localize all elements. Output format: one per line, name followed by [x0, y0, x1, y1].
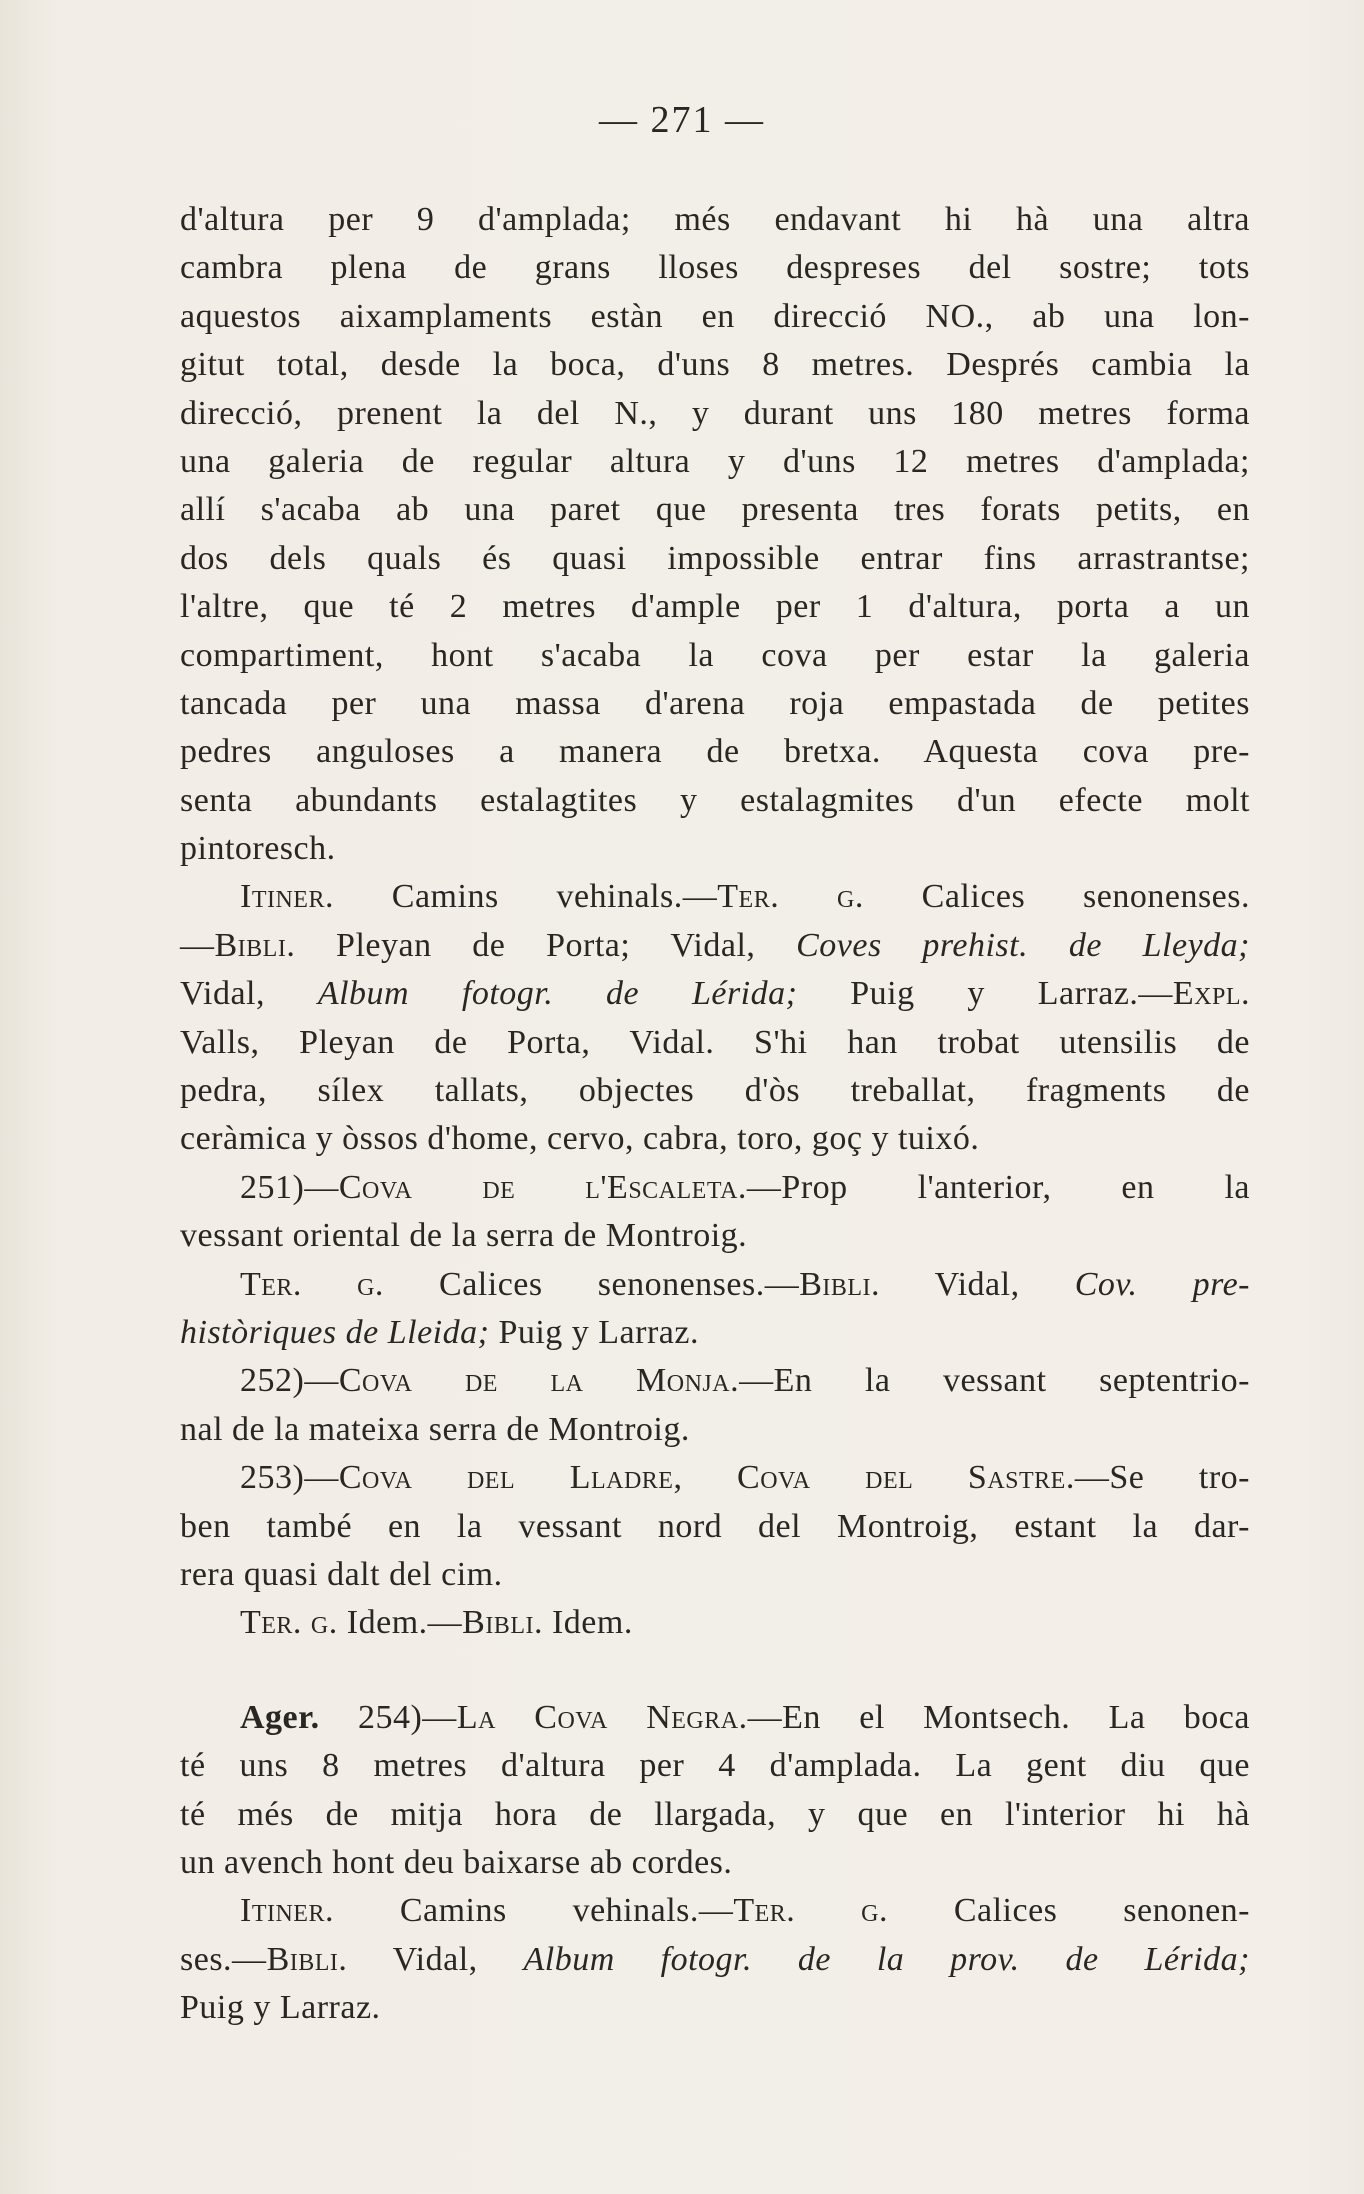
- text-line: direcció, prenent la del N., y durant uns 180 metres forma: [180, 394, 1250, 432]
- entry-254-line: té més de mitja hora de llargada, y que en l'interior hi hà: [180, 1795, 1250, 1833]
- entry-251-line: vessant oriental de la serra de Montroig.: [180, 1217, 748, 1255]
- bibli-title: Cov. pre-: [1074, 1265, 1250, 1303]
- bibli-text: Vidal,: [180, 975, 318, 1013]
- text-line: tancada per una massa d'arena roja empastada de petites: [180, 684, 1250, 722]
- bibli-text: Vidal,: [880, 1265, 1075, 1303]
- entry-text: —Prop l'anterior, en la: [746, 1168, 1250, 1206]
- entry-253-heading: [180, 1454, 1250, 1502]
- bibli-dash: —: [180, 926, 215, 964]
- bibli-text: Puig y Larraz.: [489, 1313, 699, 1351]
- entry-251-heading: [180, 1164, 1250, 1212]
- bibli-text: Puig y Larraz.—: [797, 975, 1173, 1013]
- itiner-label: Itiner.: [240, 1892, 334, 1930]
- ter-text: Calices senonenses.—: [383, 1265, 800, 1303]
- place-name: Ager.: [240, 1698, 320, 1736]
- text-line: senta abundants estalagtites y estalagmites d'un efecte molt: [180, 781, 1250, 819]
- body-text: [180, 196, 1250, 2032]
- text-line: compartiment, hont s'acaba la cova per estar la galeria: [180, 636, 1250, 674]
- page-number: — 271 —: [599, 99, 765, 141]
- entry-254-line: un avench hont deu baixarse ab cordes.: [180, 1843, 733, 1881]
- entry-254-bibli: [180, 1936, 1250, 1984]
- expl-label: Expl.: [1172, 975, 1251, 1013]
- entry-number: 251)—: [240, 1168, 339, 1206]
- entry-number: 254)—: [319, 1698, 457, 1736]
- bibli-title: Album fotogr. de Lérida;: [317, 975, 798, 1013]
- bibli-line: [180, 970, 1250, 1018]
- text-line: allí s'acaba ab una paret que presenta tres forats petits, en: [180, 491, 1250, 529]
- text-line: l'altre, que té 2 metres d'ample per 1 d'altura, porta a un: [180, 588, 1250, 626]
- bibli-title: històriques de Lleida;: [180, 1313, 490, 1351]
- entry-254-heading: [180, 1694, 1250, 1742]
- text-line: pedres anguloses a manera de bretxa. Aquesta cova pre-: [180, 733, 1250, 771]
- ter-label: Ter. g.: [240, 1604, 338, 1642]
- bibli-text: ses.—: [180, 1940, 267, 1978]
- entry-253-ter: [180, 1599, 1250, 1647]
- ter-text: Idem.—: [337, 1604, 463, 1642]
- expl-line: Valls, Pleyan de Porta, Vidal. S'hi han trobat utensilis de: [180, 1023, 1250, 1061]
- ter-label: Ter. g.: [733, 1892, 888, 1930]
- text-line: aquestos aixamplaments estàn en direcció NO., ab una lon-: [180, 297, 1250, 335]
- entry-253-line: ben també en la vessant nord del Montroig, estant la dar-: [180, 1507, 1250, 1545]
- entry-252-line: nal de la mateixa serra de Montroig.: [180, 1410, 690, 1448]
- bibli-label: Bibli.: [799, 1265, 881, 1303]
- bibli-label: Bibli.: [214, 926, 296, 964]
- bibli-label: Bibli.: [462, 1604, 543, 1642]
- bibli-text: Pleyan de Porta; Vidal,: [295, 926, 797, 964]
- text-line: pintoresch.: [180, 830, 336, 868]
- entry-name: Cova del Lladre, Cova del Sastre.: [338, 1459, 1075, 1497]
- entry-name: Cova de l'Escaleta.: [338, 1168, 747, 1206]
- expl-line: ceràmica y òssos d'home, cervo, cabra, toro, goç y tuixó.: [180, 1120, 980, 1158]
- ter-label: Ter. g.: [240, 1265, 384, 1303]
- entry-252-heading: [180, 1357, 1250, 1405]
- bibli-title: Coves prehist. de Lleyda;: [796, 926, 1250, 964]
- entry-text: —En el Montsech. La boca: [747, 1698, 1250, 1736]
- entry-name: Cova de la Monja.: [338, 1362, 740, 1400]
- text-line: d'altura per 9 d'amplada; més endavant hi hà una altra: [180, 201, 1250, 238]
- itiner-text: Camins vehinals.—: [333, 878, 718, 916]
- entry-254-line: té uns 8 metres d'altura per 4 d'amplada. La gent diu que: [180, 1747, 1250, 1785]
- entry-number: 253)—: [240, 1459, 339, 1497]
- ter-text: Calices senonen-: [888, 1892, 1250, 1930]
- ter-text: Calices senonenses.: [863, 878, 1250, 916]
- text-line: cambra plena de grans lloses despreses del sostre; tots: [180, 249, 1250, 287]
- entry-text: —Se tro-: [1074, 1459, 1250, 1497]
- entry-253-line: rera quasi dalt del cim.: [180, 1555, 503, 1593]
- bibli-text: Vidal,: [347, 1940, 524, 1978]
- bibli-text: Idem.: [542, 1604, 633, 1642]
- entry-254-line: Puig y Larraz.: [180, 1989, 381, 2027]
- ter-label: Ter. g.: [717, 878, 864, 916]
- bibli-title: Album fotogr. de la prov. de Lérida;: [523, 1940, 1250, 1978]
- bibli-label: Bibli.: [266, 1940, 348, 1978]
- entry-251-ter: [180, 1261, 1250, 1309]
- text-line: gitut total, desde la boca, d'uns 8 metres. Després cambia la: [180, 346, 1250, 384]
- entry-text: —En la vessant septentrio-: [739, 1362, 1250, 1400]
- bibli-line: [180, 922, 1250, 970]
- itiner-line: [180, 873, 1250, 921]
- entry-251-bibli: [180, 1309, 1250, 1357]
- expl-line: pedra, sílex tallats, objectes d'òs treballat, fragments de: [180, 1072, 1250, 1110]
- entry-254-itiner: [180, 1887, 1250, 1935]
- text-line: una galeria de regular altura y d'uns 12 metres d'amplada;: [180, 442, 1250, 480]
- section-gap: [180, 1648, 1250, 1694]
- text-line: dos dels quals és quasi impossible entrar fins arrastrantse;: [180, 539, 1250, 577]
- entry-number: 252)—: [240, 1362, 339, 1400]
- itiner-text: Camins vehinals.—: [333, 1892, 734, 1930]
- entry-name: La Cova Negra.: [456, 1698, 748, 1736]
- itiner-label: Itiner.: [240, 878, 334, 916]
